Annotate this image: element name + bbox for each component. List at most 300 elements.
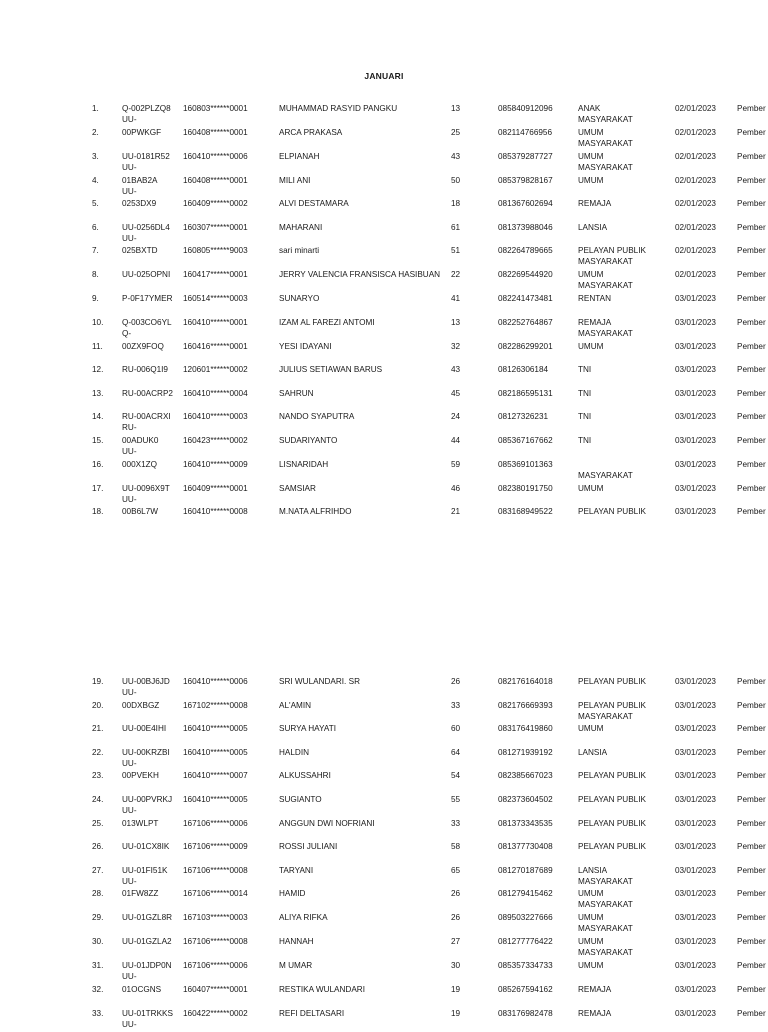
category [578, 865, 633, 886]
category [578, 723, 603, 734]
dose-type: Pember [737, 985, 766, 994]
table-row [0, 888, 768, 912]
category-prefix: MASYARAKAT [578, 877, 633, 886]
phone-number: 081373988046 [498, 223, 553, 232]
category [578, 103, 633, 124]
age: 46 [451, 484, 461, 493]
date: 03/01/2023 [675, 937, 716, 946]
category-value: UMUM [578, 889, 604, 898]
registration-id [122, 222, 170, 243]
nik-masked: 160409******0002 [183, 199, 248, 208]
phone-number: 083176419860 [498, 724, 553, 733]
category-value: REMAJA [578, 199, 612, 208]
dose-type: Pember [737, 270, 766, 279]
dose-type: Pember [737, 701, 766, 710]
registration-id [122, 411, 171, 432]
registration-id-prefix: UU- [122, 115, 137, 124]
row-number: 14. [92, 412, 104, 421]
dose-type: Pember [737, 889, 766, 898]
registration-id [122, 341, 164, 352]
nik-masked: 160422******0002 [183, 1009, 248, 1018]
registration-id-value: RU-00ACRP2 [122, 389, 173, 398]
category [578, 245, 646, 266]
date: 03/01/2023 [675, 748, 716, 757]
row-number: 32. [92, 985, 104, 994]
registration-id-value: 00B6L7W [122, 507, 158, 516]
table-row [0, 151, 768, 175]
person-name: JULIUS SETIAWAN BARUS [279, 365, 383, 374]
registration-id-value: 0253DX9 [122, 199, 157, 208]
dose-type: Pember [737, 246, 766, 255]
category-prefix: MASYARAKAT [578, 924, 633, 933]
age: 33 [451, 701, 461, 710]
category [578, 770, 646, 781]
category-value: PELAYAN PUBLIK [578, 507, 646, 516]
dose-type: Pember [737, 176, 766, 185]
row-number: 12. [92, 365, 104, 374]
registration-id [122, 293, 173, 304]
phone-number: 081377730408 [498, 842, 553, 851]
category-value: UMUM [578, 913, 604, 922]
date: 03/01/2023 [675, 866, 716, 875]
person-name: HANNAH [279, 937, 314, 946]
category-value: PELAYAN PUBLIK [578, 842, 646, 851]
age: 26 [451, 889, 461, 898]
registration-id [122, 103, 171, 124]
person-name: ARCA PRAKASA [279, 128, 343, 137]
dose-type: Pember [737, 795, 766, 804]
nik-masked: 160410******0007 [183, 771, 248, 780]
registration-id-prefix: UU- [122, 187, 137, 196]
row-number: 15. [92, 436, 104, 445]
category-value: UMUM [578, 937, 604, 946]
registration-id [122, 506, 158, 517]
category [578, 151, 633, 172]
phone-number: 085267594162 [498, 985, 553, 994]
nik-masked: 160407******0001 [183, 985, 248, 994]
table-row [0, 293, 768, 317]
age: 22 [451, 270, 461, 279]
dose-type: Pember [737, 913, 766, 922]
category [578, 364, 591, 375]
registration-id-value: 00ADUK0 [122, 436, 159, 445]
registration-id [122, 245, 158, 256]
dose-type: Pember [737, 294, 766, 303]
row-number: 1. [92, 104, 99, 113]
age: 30 [451, 961, 461, 970]
person-name: LISNARIDAH [279, 460, 329, 469]
table-row [0, 818, 768, 842]
registration-id-prefix: UU- [122, 495, 137, 504]
registration-id-prefix: RU- [122, 423, 137, 432]
registration-id [122, 269, 170, 280]
registration-id-value: UU-01CX8IK [122, 842, 170, 851]
dose-type: Pember [737, 412, 766, 421]
category-value: PELAYAN PUBLIK [578, 771, 646, 780]
registration-id-value: UU-0096X9T [122, 484, 170, 493]
dose-type: Pember [737, 484, 766, 493]
table-row [0, 198, 768, 222]
nik-masked: 160409******0001 [183, 484, 248, 493]
date: 02/01/2023 [675, 152, 716, 161]
phone-number: 08127326231 [498, 412, 549, 421]
age: 26 [451, 677, 461, 686]
category [578, 411, 591, 422]
person-name: M.NATA ALFRIHDO [279, 507, 352, 516]
registration-id-value: UU-0256DL4 [122, 223, 170, 232]
registration-id [122, 865, 168, 886]
date: 03/01/2023 [675, 389, 716, 398]
registration-id-value: UU-00KRZBI [122, 748, 170, 757]
phone-number: 089503227666 [498, 913, 553, 922]
nik-masked: 167106******0009 [183, 842, 248, 851]
category [578, 747, 607, 758]
table-row [0, 747, 768, 771]
category [578, 960, 603, 971]
dose-type: Pember [737, 318, 766, 327]
category-prefix: MASYARAKAT [578, 471, 633, 480]
row-number: 27. [92, 866, 104, 875]
category-value: TNI [578, 365, 592, 374]
nik-masked: 160417******0001 [183, 270, 248, 279]
nik-masked: 167102******0008 [183, 701, 248, 710]
date: 02/01/2023 [675, 270, 716, 279]
nik-masked: 160410******0009 [183, 460, 248, 469]
row-number: 28. [92, 889, 104, 898]
nik-masked: 160408******0001 [183, 176, 248, 185]
table-row [0, 103, 768, 127]
category-prefix: MASYARAKAT [578, 163, 633, 172]
registration-id-value: Q-003CO6YL [122, 318, 172, 327]
row-number: 17. [92, 484, 104, 493]
age: 58 [451, 842, 461, 851]
phone-number: 082186595131 [498, 389, 553, 398]
table-row [0, 936, 768, 960]
row-number: 4. [92, 176, 99, 185]
category [578, 341, 603, 352]
category-value: PELAYAN PUBLIK [578, 246, 646, 255]
row-number: 6. [92, 223, 99, 232]
phone-number: 085369101363 [498, 460, 553, 469]
dose-type: Pember [737, 961, 766, 970]
dose-type: Pember [737, 842, 766, 851]
registration-id [122, 435, 159, 456]
date: 02/01/2023 [675, 199, 716, 208]
phone-number: 085379828167 [498, 176, 553, 185]
phone-number: 085367167662 [498, 436, 553, 445]
date: 03/01/2023 [675, 913, 716, 922]
person-name: ALKUSSAHRI [279, 771, 331, 780]
category-value: UMUM [578, 342, 604, 351]
registration-id-value: 01OCGNS [122, 985, 162, 994]
registration-id-value: UU-00PVRKJ [122, 795, 173, 804]
age: 43 [451, 152, 461, 161]
table-row [0, 269, 768, 293]
person-name: ALVI DESTAMARA [279, 199, 349, 208]
date: 03/01/2023 [675, 771, 716, 780]
age: 26 [451, 913, 461, 922]
registration-id [122, 841, 169, 852]
registration-id [122, 175, 158, 196]
registration-id [122, 960, 172, 981]
phone-number: 082373604502 [498, 795, 553, 804]
registration-id [122, 984, 161, 995]
registration-id-value: P-0F17YMER [122, 294, 173, 303]
dose-type: Pember [737, 748, 766, 757]
age: 59 [451, 460, 461, 469]
registration-id-value: UU-00BJ6JD [122, 677, 170, 686]
dose-type: Pember [737, 104, 766, 113]
registration-id-value: 00PWKGF [122, 128, 162, 137]
category [578, 127, 633, 148]
registration-id-prefix: UU- [122, 806, 137, 815]
person-name: AL'AMIN [279, 701, 312, 710]
nik-masked: 160410******0006 [183, 677, 248, 686]
registration-id [122, 700, 159, 711]
registration-id-value: UU-025OPNI [122, 270, 171, 279]
phone-number: 083168949522 [498, 507, 553, 516]
age: 45 [451, 389, 461, 398]
nik-masked: 167103******0003 [183, 913, 248, 922]
row-number: 16. [92, 460, 104, 469]
category [578, 1008, 611, 1019]
phone-number: 082380191750 [498, 484, 553, 493]
person-name: TARYANI [279, 866, 314, 875]
category-prefix: MASYARAKAT [578, 281, 633, 290]
row-number: 7. [92, 246, 99, 255]
category-value: UMUM [578, 961, 604, 970]
row-number: 30. [92, 937, 104, 946]
category-value: LANSIA [578, 223, 608, 232]
registration-id [122, 936, 172, 947]
person-name: ANGGUN DWI NOFRIANI [279, 819, 375, 828]
date: 03/01/2023 [675, 507, 716, 516]
phone-number: 08126306184 [498, 365, 549, 374]
row-number: 25. [92, 819, 104, 828]
nik-masked: 160410******0004 [183, 389, 248, 398]
table-row [0, 459, 768, 483]
table-row [0, 506, 768, 530]
date: 03/01/2023 [675, 436, 716, 445]
category-prefix: MASYARAKAT [578, 712, 633, 721]
dose-type: Pember [737, 866, 766, 875]
phone-number: 085840912096 [498, 104, 553, 113]
person-name: SAMSIAR [279, 484, 316, 493]
date: 03/01/2023 [675, 724, 716, 733]
dose-type: Pember [737, 223, 766, 232]
category [578, 317, 633, 338]
page-title: JANUARI [364, 71, 404, 81]
registration-id [122, 818, 158, 829]
registration-id [122, 459, 157, 470]
nik-masked: 160410******0005 [183, 724, 248, 733]
table-row [0, 1008, 768, 1032]
row-number: 26. [92, 842, 104, 851]
age: 18 [451, 199, 461, 208]
row-number: 24. [92, 795, 104, 804]
table-row [0, 341, 768, 365]
nik-masked: 160410******0008 [183, 507, 248, 516]
registration-id-value: UU-01GZL8R [122, 913, 173, 922]
dose-type: Pember [737, 507, 766, 516]
row-number: 11. [92, 342, 103, 351]
age: 32 [451, 342, 461, 351]
row-number: 31. [92, 961, 104, 970]
registration-id-prefix: Q- [122, 329, 132, 338]
date: 02/01/2023 [675, 246, 716, 255]
registration-id [122, 151, 170, 172]
nik-masked: 160410******0006 [183, 152, 248, 161]
row-number: 3. [92, 152, 99, 161]
category-value: RENTAN [578, 294, 612, 303]
registration-id [122, 1008, 173, 1029]
row-number: 20. [92, 701, 104, 710]
category-value: UMUM [578, 270, 604, 279]
age: 25 [451, 128, 461, 137]
table-row [0, 435, 768, 459]
dose-type: Pember [737, 365, 766, 374]
category [578, 222, 607, 233]
registration-id-prefix: UU- [122, 972, 137, 981]
table-row [0, 483, 768, 507]
registration-id-value: UU-0181R52 [122, 152, 170, 161]
person-name: SURYA HAYATI [279, 724, 337, 733]
date: 02/01/2023 [675, 176, 716, 185]
date: 03/01/2023 [675, 318, 716, 327]
registration-id-value: UU-00E4IHI [122, 724, 167, 733]
person-name: sari minarti [279, 246, 320, 255]
date: 03/01/2023 [675, 342, 716, 351]
registration-id [122, 723, 166, 734]
table-row [0, 700, 768, 724]
date: 03/01/2023 [675, 961, 716, 970]
person-name: SUDARIYANTO [279, 436, 338, 445]
category-value: PELAYAN PUBLIK [578, 819, 646, 828]
table-row [0, 127, 768, 151]
registration-id [122, 483, 170, 504]
phone-number: 082241473481 [498, 294, 553, 303]
person-name: REFI DELTASARI [279, 1009, 345, 1018]
table-row [0, 175, 768, 199]
category [578, 700, 646, 721]
date: 03/01/2023 [675, 677, 716, 686]
registration-id-value: RU-006Q1I9 [122, 365, 168, 374]
person-name: M UMAR [279, 961, 313, 970]
category [578, 818, 646, 829]
person-name: ELPIANAH [279, 152, 320, 161]
date: 03/01/2023 [675, 985, 716, 994]
registration-id-value: UU-01TRKKS [122, 1009, 173, 1018]
category [578, 912, 633, 933]
dose-type: Pember [737, 677, 766, 686]
row-number: 9. [92, 294, 99, 303]
category [578, 293, 611, 304]
table-row [0, 770, 768, 794]
person-name: SUNARYO [279, 294, 320, 303]
person-name: ALIYA RIFKA [279, 913, 328, 922]
category [578, 483, 603, 494]
registration-id-value: 00ZX9FOQ [122, 342, 164, 351]
registration-id-value: Q-002PLZQ8 [122, 104, 171, 113]
dose-type: Pember [737, 1009, 766, 1018]
registration-id-value: UU-01FI51K [122, 866, 168, 875]
row-number: 22. [92, 748, 104, 757]
dose-type: Pember [737, 389, 766, 398]
age: 19 [451, 1009, 461, 1018]
dose-type: Pember [737, 460, 766, 469]
registration-id-value: 00PVEKH [122, 771, 159, 780]
person-name: SUGIANTO [279, 795, 322, 804]
table-row [0, 865, 768, 889]
registration-id [122, 747, 170, 768]
row-number: 21. [92, 724, 104, 733]
nik-masked: 167106******0006 [183, 961, 248, 970]
phone-number: 082176669393 [498, 701, 553, 710]
phone-number: 082176164018 [498, 677, 553, 686]
phone-number: 081367602694 [498, 199, 553, 208]
person-name: YESI IDAYANI [279, 342, 332, 351]
registration-id-value: RU-00ACRXI [122, 412, 171, 421]
phone-number: 082286299201 [498, 342, 553, 351]
phone-number: 085379287727 [498, 152, 553, 161]
category-prefix: MASYARAKAT [578, 139, 633, 148]
date: 03/01/2023 [675, 1009, 716, 1018]
category-value: UMUM [578, 484, 604, 493]
phone-number: 081277776422 [498, 937, 553, 946]
date: 02/01/2023 [675, 104, 716, 113]
registration-id-prefix: UU- [122, 1020, 137, 1029]
row-number: 29. [92, 913, 104, 922]
category-value: UMUM [578, 176, 604, 185]
dose-type: Pember [737, 937, 766, 946]
date: 03/01/2023 [675, 795, 716, 804]
registration-id-prefix: UU- [122, 447, 137, 456]
category [578, 794, 646, 805]
age: 21 [451, 507, 461, 516]
category-value: LANSIA [578, 866, 608, 875]
category-value: PELAYAN PUBLIK [578, 677, 646, 686]
dose-type: Pember [737, 342, 766, 351]
table-row [0, 676, 768, 700]
age: 54 [451, 771, 461, 780]
table-row [0, 364, 768, 388]
category-value: REMAJA [578, 318, 612, 327]
category-value: TNI [578, 389, 592, 398]
nik-masked: 160803******0001 [183, 104, 248, 113]
registration-id-prefix: UU- [122, 688, 137, 697]
phone-number: 082385667023 [498, 771, 553, 780]
table-row [0, 912, 768, 936]
registration-id [122, 912, 172, 923]
category-value: REMAJA [578, 985, 612, 994]
table-row [0, 960, 768, 984]
category [578, 388, 591, 399]
age: 44 [451, 436, 461, 445]
age: 19 [451, 985, 461, 994]
dose-type: Pember [737, 199, 766, 208]
category-prefix: MASYARAKAT [578, 115, 633, 124]
category [578, 198, 611, 209]
registration-id-value: 025BXTD [122, 246, 158, 255]
table-row [0, 245, 768, 269]
category [578, 936, 633, 957]
age: 43 [451, 365, 461, 374]
phone-number: 081270187689 [498, 866, 553, 875]
age: 64 [451, 748, 461, 757]
category-value: PELAYAN PUBLIK [578, 701, 646, 710]
table-row [0, 794, 768, 818]
category-value: UMUM [578, 724, 604, 733]
